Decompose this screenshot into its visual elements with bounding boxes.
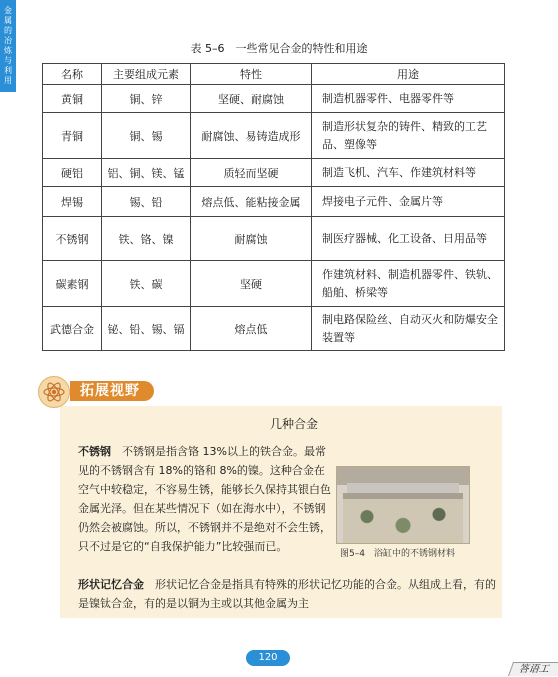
side-tab-char: 的 xyxy=(4,26,12,35)
side-tab-char: 与 xyxy=(4,56,12,65)
cell-property: 耐腐蚀 xyxy=(191,217,312,261)
stainless-steel-paragraph xyxy=(78,442,333,556)
cell-use: 制造机器零件、电器零件等 xyxy=(312,85,505,113)
table-row xyxy=(43,187,505,217)
cell-name: 武德合金 xyxy=(43,307,102,351)
shape-memory-paragraph xyxy=(78,575,496,613)
extension-heading xyxy=(38,376,208,406)
header-use: 用途 xyxy=(312,64,505,85)
alloy-table xyxy=(42,63,505,351)
cell-composition: 铜、锌 xyxy=(102,85,191,113)
cell-property: 熔点低 xyxy=(191,307,312,351)
table-row xyxy=(43,113,505,159)
cell-composition: 铁、铬、镍 xyxy=(102,217,191,261)
side-tab-char: 利 xyxy=(4,66,12,75)
cell-composition: 锡、铅 xyxy=(102,187,191,217)
cell-use: 焊接电子元件、金属片等 xyxy=(312,187,505,217)
table-row xyxy=(43,159,505,187)
cell-property: 坚硬、耐腐蚀 xyxy=(191,85,312,113)
side-tab-char: 炼 xyxy=(4,46,12,55)
cell-use: 制医疗器械、化工设备、日用品等 xyxy=(312,217,505,261)
cell-composition: 铋、铅、锡、镉 xyxy=(102,307,191,351)
cell-name: 碳素钢 xyxy=(43,261,102,307)
corner-label: 答语工 xyxy=(508,662,558,676)
cell-property: 耐腐蚀、易铸造成形 xyxy=(191,113,312,159)
extension-subtitle: 几种合金 xyxy=(270,417,319,431)
cell-property: 熔点低、能粘接金属 xyxy=(191,187,312,217)
side-tab-char: 冶 xyxy=(4,36,12,45)
cell-name: 焊锡 xyxy=(43,187,102,217)
header-property: 特性 xyxy=(191,64,312,85)
paragraph-text: 不锈钢是指含铬 13%以上的铁合金。最常见的不锈钢含有 18%的铬和 8%的镍。这种合金在空气中较稳定，不容易生锈，能够长久保持其银白色金属光泽。但在某些情况下（如在海水中），不锈钢仍然会被腐蚀。所以，不锈钢并不是绝对不会生锈，只不过是它的“自我保护能力”比较强而已。 xyxy=(78,445,331,553)
cell-use: 作建筑材料、制造机器零件、铁轨、船舶、桥梁等 xyxy=(312,261,505,307)
cell-property: 坚硬 xyxy=(191,261,312,307)
cell-name: 黄铜 xyxy=(43,85,102,113)
page-number: 120 xyxy=(246,650,290,666)
term-stainless-steel: 不锈钢 xyxy=(78,445,111,458)
table-row xyxy=(43,261,505,307)
atom-icon xyxy=(38,376,70,408)
cell-name: 不锈钢 xyxy=(43,217,102,261)
table-row xyxy=(43,307,505,351)
cell-composition: 铝、铜、镁、锰 xyxy=(102,159,191,187)
table-row xyxy=(43,217,505,261)
cell-composition: 铜、锡 xyxy=(102,113,191,159)
side-tab-char: 金 xyxy=(4,6,12,15)
paragraph-text: 形状记忆合金是指具有特殊的形状记忆功能的合金。从组成上看，有的是镍钛合金，有的是以铜为主或以其他金属为主 xyxy=(78,578,496,610)
cell-use: 制造飞机、汽车、作建筑材料等 xyxy=(312,159,505,187)
extension-title: 拓展视野 xyxy=(70,381,154,401)
cell-use: 制造形状复杂的铸件、精致的工艺品、塑像等 xyxy=(312,113,505,159)
table-caption: 表 5–6 一些常见合金的特性和用途 xyxy=(190,42,368,55)
cell-property: 质轻而坚硬 xyxy=(191,159,312,187)
cell-composition: 铁、碳 xyxy=(102,261,191,307)
side-tab-char: 属 xyxy=(4,16,12,25)
figure-caption: 图5–4 浴缸中的不锈钢材料 xyxy=(340,549,455,559)
table-row xyxy=(43,85,505,113)
header-name: 名称 xyxy=(43,64,102,85)
header-composition: 主要组成元素 xyxy=(102,64,191,85)
cell-use: 制电路保险丝、自动灭火和防爆安全装置等 xyxy=(312,307,505,351)
bathtub-photo xyxy=(336,466,470,544)
cell-name: 青铜 xyxy=(43,113,102,159)
cell-name: 硬铝 xyxy=(43,159,102,187)
term-shape-memory-alloy: 形状记忆合金 xyxy=(78,578,144,591)
side-tab-char: 用 xyxy=(4,76,12,85)
table-header-row xyxy=(43,64,505,85)
